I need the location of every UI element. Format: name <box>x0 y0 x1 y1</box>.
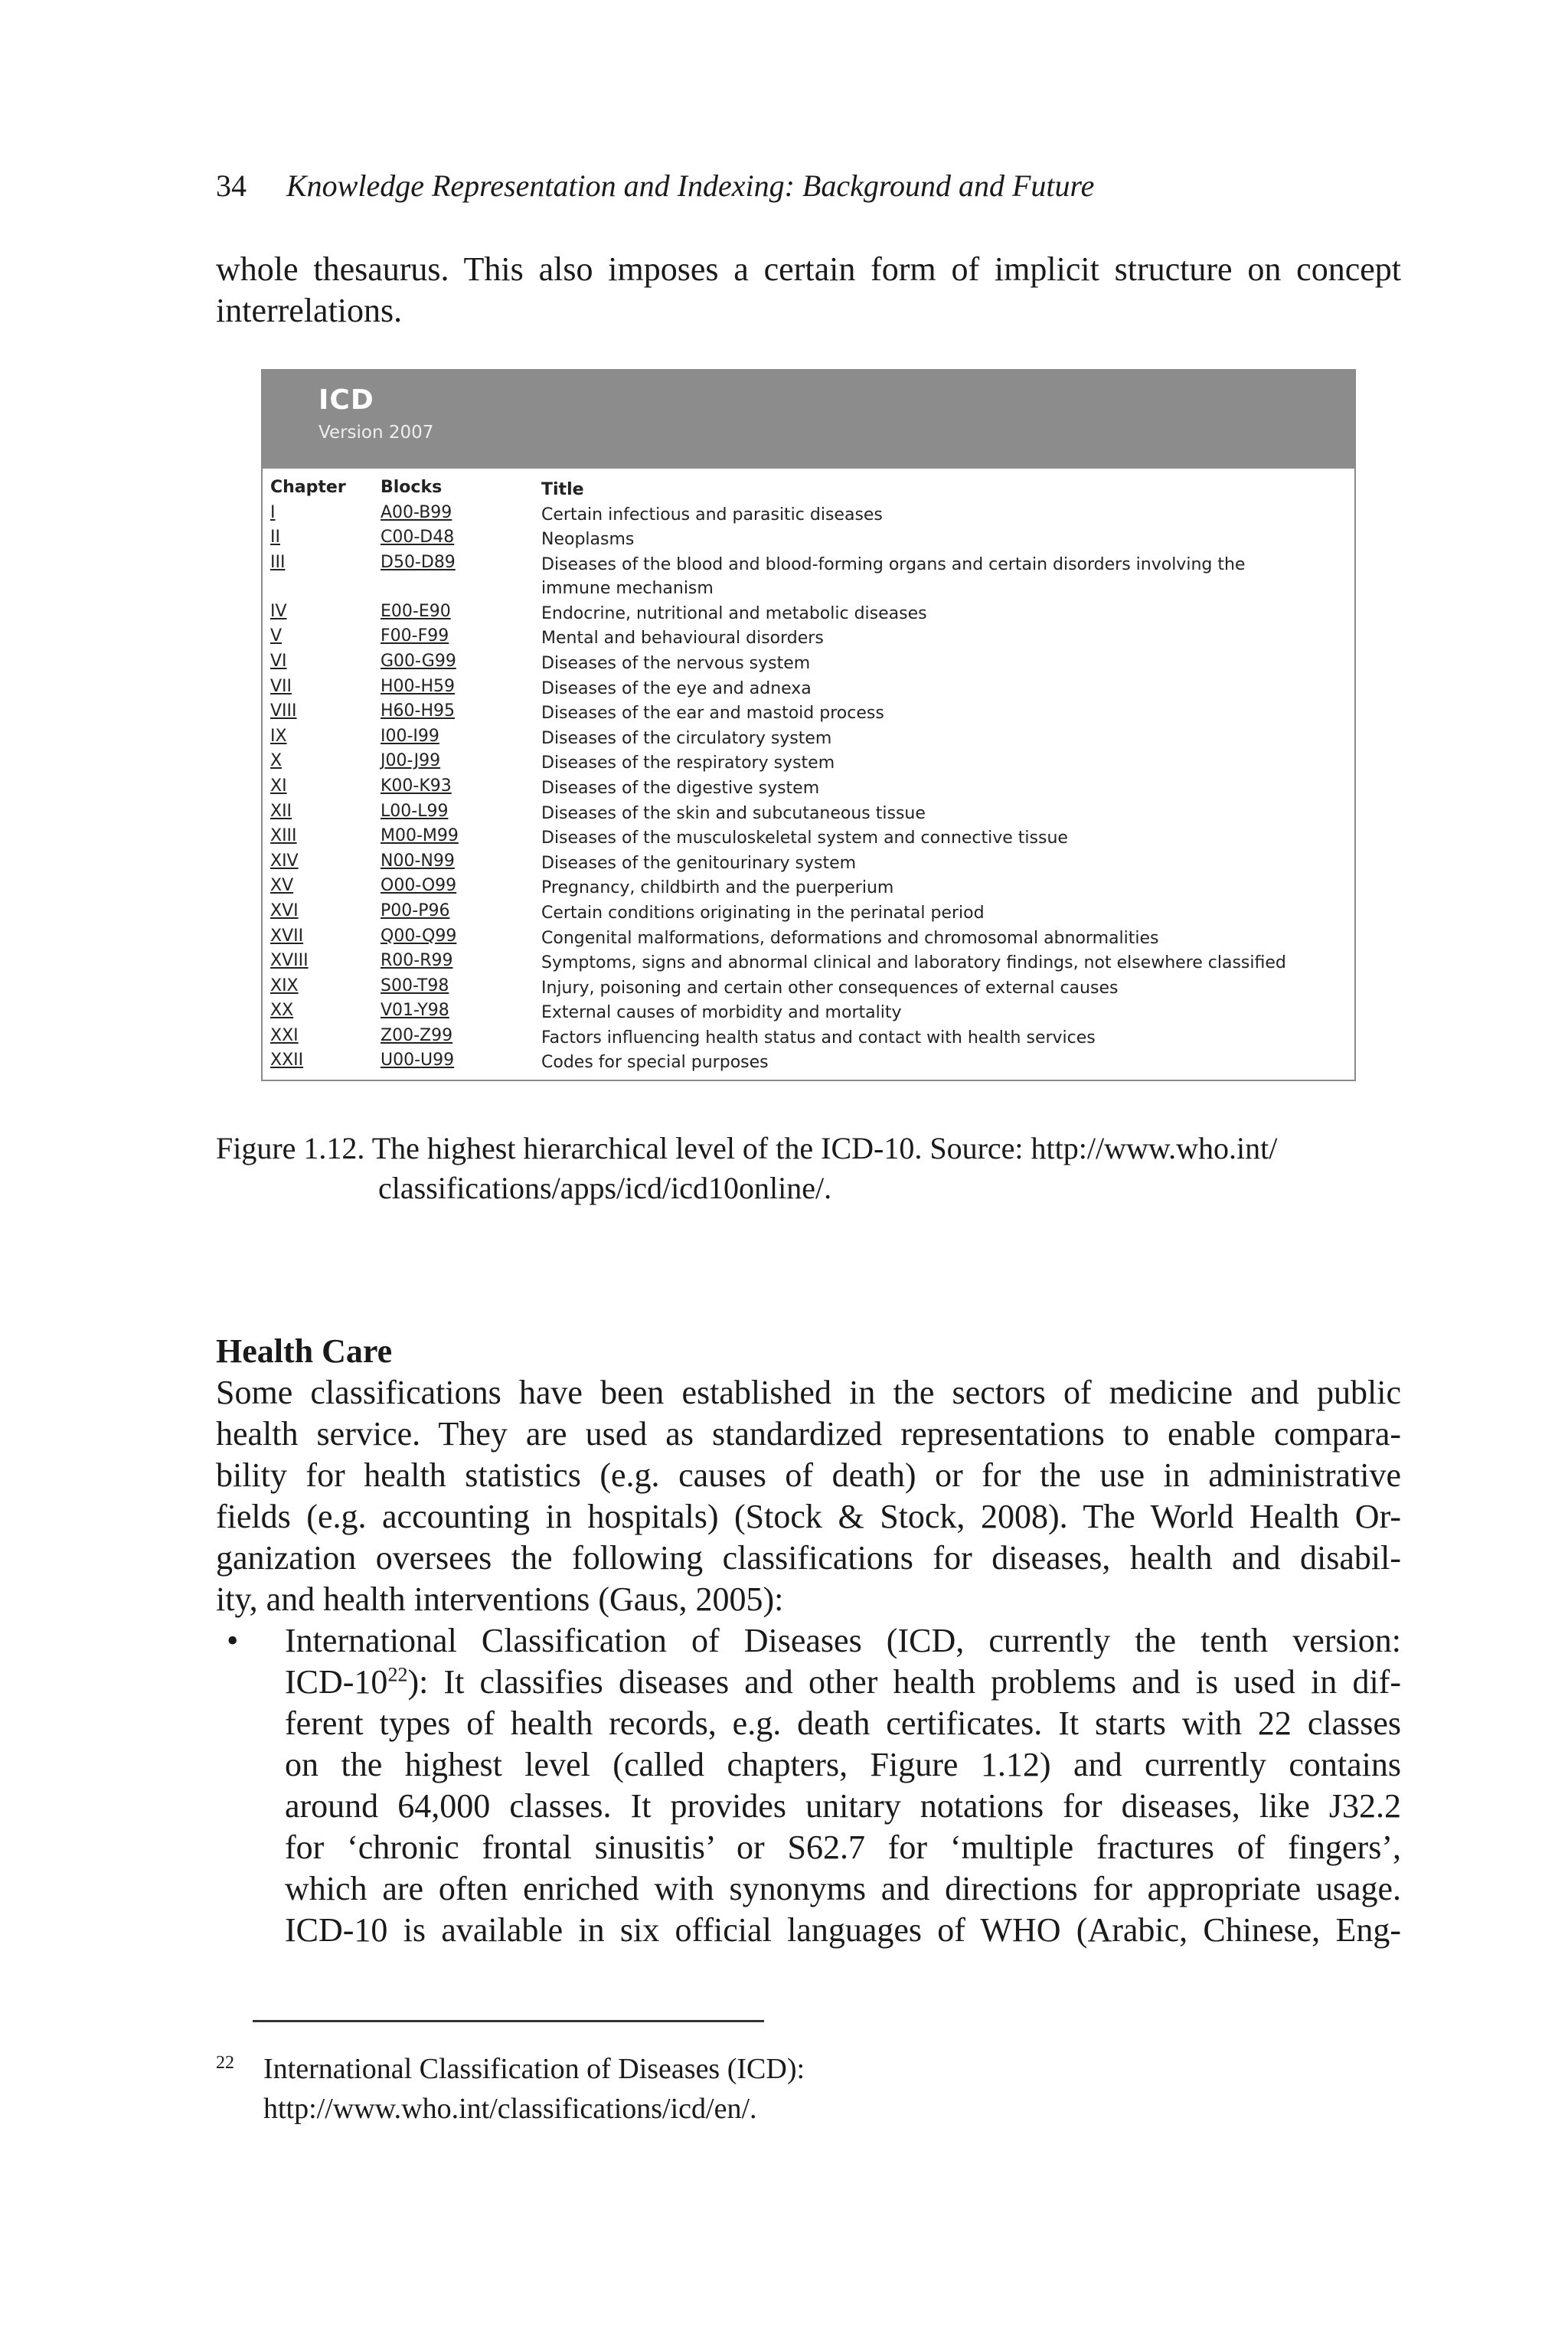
text-line: which are often enriched with synonyms and directions for appropriate usage. <box>285 1870 1401 1907</box>
blocks-link[interactable]: Z00-Z99 <box>381 1025 453 1045</box>
chapter-title-line: Congenital malformations, deformations and chromosomal abnormalities <box>541 928 1159 948</box>
chapter-title <box>541 776 1338 800</box>
blocks-link[interactable]: Q00-Q99 <box>381 926 457 946</box>
footnote-text <box>263 2049 805 2129</box>
bullet-icon: • <box>227 1622 239 1659</box>
chapter-title-line: Diseases of the nervous system <box>541 653 811 673</box>
chapter-title <box>541 1051 1338 1074</box>
blocks-link[interactable]: E00-E90 <box>381 601 451 621</box>
text-line: bility for health statistics (e.g. causes of death) or for the use in administrative <box>216 1456 1401 1494</box>
chapter-link[interactable]: XVI <box>270 900 299 920</box>
table-row <box>270 503 1350 528</box>
table-row <box>270 553 1350 602</box>
text-line: ICD-10 is available in six official languages of WHO (Arabic, Chinese, Eng- <box>285 1911 1401 1949</box>
chapter-link[interactable]: XIII <box>270 826 297 846</box>
footnote-line: International Classification of Diseases (ICD): <box>263 2053 805 2085</box>
table-row <box>270 776 1350 802</box>
blocks-link[interactable]: M00-M99 <box>381 826 459 846</box>
chapter-title <box>541 503 1338 527</box>
chapter-title <box>541 851 1338 875</box>
text-line: fields (e.g. accounting in hospitals) (Stock & Stock, 2008). The World Health Or- <box>216 1498 1401 1535</box>
chapter-title-line: Certain conditions originating in the perinatal period <box>541 903 985 923</box>
chapter-title-line: Diseases of the eye and adnexa <box>541 678 812 698</box>
chapter-title-line: Codes for special purposes <box>541 1053 769 1073</box>
chapter-link[interactable]: VII <box>270 676 292 696</box>
chapter-title-line: Mental and behavioural disorders <box>541 629 824 649</box>
chapter-link[interactable]: IV <box>270 601 287 621</box>
chapter-link[interactable]: XI <box>270 776 287 796</box>
chapter-link[interactable]: XXI <box>270 1025 299 1045</box>
figure-caption <box>216 1129 1277 1208</box>
chapter-link[interactable]: XXII <box>270 1051 304 1070</box>
icd-chapter-table <box>270 478 1350 1076</box>
table-row <box>270 802 1350 827</box>
chapter-title-line: Neoplasms <box>541 530 635 550</box>
chapter-title-line: Injury, poisoning and certain other consequences of external causes <box>541 978 1119 998</box>
chapter-title <box>541 901 1338 925</box>
chapter-title-line: immune mechanism <box>541 578 714 598</box>
table-row <box>270 652 1350 677</box>
table-header-row <box>270 478 1350 503</box>
chapter-title <box>541 927 1338 950</box>
chapter-title-line: Symptoms, signs and abnormal clinical and laboratory findings, not elsewhere classified <box>541 953 1286 973</box>
chapter-title-line: Diseases of the skin and subcutaneous tissue <box>541 803 926 823</box>
table-row <box>270 751 1350 776</box>
blocks-link[interactable]: J00-J99 <box>381 751 441 771</box>
blocks-link[interactable]: V01-Y98 <box>381 1001 449 1021</box>
running-header <box>216 167 1094 205</box>
text-line: whole thesaurus. This also imposes a certain form of implicit structure on concept <box>216 250 1401 288</box>
chapter-link[interactable]: XX <box>270 1001 294 1021</box>
chapter-link[interactable]: XIX <box>270 976 299 995</box>
table-row <box>270 677 1350 702</box>
caption-line: classifications/apps/icd/icd10online/. <box>378 1171 832 1205</box>
blocks-link[interactable]: C00-D48 <box>381 528 455 547</box>
chapter-title-line: External causes of morbidity and mortality <box>541 1003 902 1023</box>
table-row <box>270 927 1350 952</box>
table-row <box>270 851 1350 877</box>
chapter-title-line: Pregnancy, childbirth and the puerperium <box>541 878 894 898</box>
chapter-title <box>541 1026 1338 1050</box>
table-row <box>270 727 1350 752</box>
blocks-link[interactable]: R00-R99 <box>381 951 453 971</box>
blocks-link[interactable]: U00-U99 <box>381 1051 455 1070</box>
chapter-link[interactable]: XII <box>270 801 292 821</box>
page-number: 34 <box>216 168 247 203</box>
chapter-link[interactable]: V <box>270 626 283 646</box>
bullet-text <box>285 1620 1401 1951</box>
chapter-title-line: Factors influencing health status and contact with health services <box>541 1028 1096 1047</box>
chapter-link[interactable]: XVIII <box>270 951 309 971</box>
chapter-title-line: Endocrine, nutritional and metabolic diseases <box>541 603 927 623</box>
chapter-title <box>541 951 1338 975</box>
text-line: interrelations. <box>216 292 403 329</box>
text-line: around 64,000 classes. It provides unitary notations for diseases, like J32.2 <box>285 1787 1401 1825</box>
text-line: Some classifications have been established in the sectors of medicine and public <box>216 1374 1401 1411</box>
figure-version: Version 2007 <box>318 423 434 443</box>
chapter-title-line: Certain infectious and parasitic diseases <box>541 505 883 525</box>
blocks-link[interactable]: H00-H59 <box>381 676 456 696</box>
blocks-link[interactable]: F00-F99 <box>381 626 449 646</box>
chapter-title <box>541 602 1338 626</box>
chapter-title-line: Diseases of the musculoskeletal system and connective tissue <box>541 829 1068 848</box>
text-line: ity, and health interventions (Gaus, 2005): <box>216 1580 784 1618</box>
table-row <box>270 701 1350 727</box>
text-line: for ‘chronic frontal sinusitis’ or S62.7 for ‘multiple fractures of fingers’, <box>285 1829 1401 1866</box>
chapter-title-line: Diseases of the digestive system <box>541 778 820 798</box>
chapter-link[interactable]: X <box>270 751 283 771</box>
chapter-link[interactable]: XVII <box>270 926 304 946</box>
chapter-title <box>541 626 1338 650</box>
icd-figure <box>261 369 1356 1081</box>
chapter-title <box>541 553 1338 600</box>
chapter-title <box>541 876 1338 900</box>
table-row <box>270 826 1350 851</box>
chapter-link[interactable]: XIV <box>270 851 299 871</box>
column-header-blocks: Blocks <box>381 478 443 497</box>
chapter-title <box>541 677 1338 701</box>
health-care-paragraph <box>216 1372 1401 1620</box>
text-line: on the highest level (called chapters, Figure 1.12) and currently contains <box>285 1746 1401 1783</box>
column-header-chapter: Chapter <box>270 478 346 497</box>
blocks-link[interactable]: I00-I99 <box>381 726 439 746</box>
table-row <box>270 1051 1350 1076</box>
chapter-title-line: Diseases of the respiratory system <box>541 753 835 773</box>
table-row <box>270 1026 1350 1051</box>
chapter-title <box>541 1001 1338 1025</box>
footnote-reference[interactable]: 22 <box>387 1663 408 1686</box>
chapter-title-line: Diseases of the ear and mastoid process <box>541 704 884 724</box>
chapter-link[interactable]: III <box>270 552 286 572</box>
text-line: ferent types of health records, e.g. death certificates. It starts with 22 classes <box>285 1704 1401 1742</box>
blocks-link[interactable]: S00-T98 <box>381 976 449 995</box>
table-row <box>270 951 1350 976</box>
text-line: health service. They are used as standardized representations to enable compara- <box>216 1415 1401 1453</box>
blocks-link[interactable]: H60-H95 <box>381 701 456 721</box>
blocks-link[interactable]: K00-K93 <box>381 776 452 796</box>
chapter-title <box>541 751 1338 775</box>
chapter-link[interactable]: XV <box>270 876 294 896</box>
chapter-title <box>541 802 1338 825</box>
table-row <box>270 602 1350 627</box>
section-heading: Health Care <box>216 1332 393 1370</box>
intro-paragraph <box>216 249 1401 332</box>
blocks-link[interactable]: N00-N99 <box>381 851 455 871</box>
footnote-number: 22 <box>216 2053 234 2073</box>
blocks-link[interactable]: D50-D89 <box>381 552 456 572</box>
chapter-title <box>541 976 1338 1000</box>
column-header-title: Title <box>541 480 584 499</box>
blocks-link[interactable]: L00-L99 <box>381 801 449 821</box>
table-row <box>270 976 1350 1002</box>
chapter-link[interactable]: VIII <box>270 701 297 721</box>
chapter-title <box>541 528 1338 551</box>
chapter-title-line: Diseases of the circulatory system <box>541 728 832 748</box>
table-row <box>270 1001 1350 1026</box>
chapter-link[interactable]: I <box>270 502 276 522</box>
figure-header-bar <box>263 371 1354 469</box>
footnote-divider <box>253 2020 764 2022</box>
text-fragment: ICD-10 <box>285 1663 388 1701</box>
chapter-title <box>541 701 1338 725</box>
text-line: International Classification of Diseases (ICD, currently the tenth version: <box>285 1622 1401 1659</box>
chapter-link[interactable]: VI <box>270 651 287 671</box>
running-title: Knowledge Representation and Indexing: Background and Future <box>286 168 1095 203</box>
text-fragment: ): It classifies diseases and other health problems and is used in dif- <box>407 1663 1401 1701</box>
chapter-link[interactable]: IX <box>270 726 287 746</box>
chapter-title-line: Diseases of the blood and blood-forming organs and certain disorders involving the <box>541 554 1246 574</box>
footnote-url[interactable]: http://www.who.int/classifications/icd/en/. <box>263 2093 757 2125</box>
blocks-link[interactable]: P00-P96 <box>381 900 450 920</box>
table-row <box>270 901 1350 927</box>
chapter-title <box>541 826 1338 850</box>
blocks-link[interactable]: O00-O99 <box>381 876 457 896</box>
chapter-link[interactable]: II <box>270 528 280 547</box>
chapter-title <box>541 652 1338 675</box>
table-row <box>270 876 1350 901</box>
blocks-link[interactable]: G00-G99 <box>381 651 456 671</box>
blocks-link[interactable]: A00-B99 <box>381 502 452 522</box>
chapter-title <box>541 727 1338 750</box>
caption-line: Figure 1.12. The highest hierarchical level of the ICD-10. Source: http://www.who.int/ <box>216 1131 1278 1165</box>
chapter-title-line: Diseases of the genitourinary system <box>541 853 857 873</box>
text-line <box>285 1662 1401 1703</box>
table-row <box>270 626 1350 652</box>
table-row <box>270 528 1350 553</box>
text-line: ganization oversees the following classifications for diseases, health and disabil- <box>216 1539 1401 1577</box>
figure-title: ICD <box>318 384 374 416</box>
